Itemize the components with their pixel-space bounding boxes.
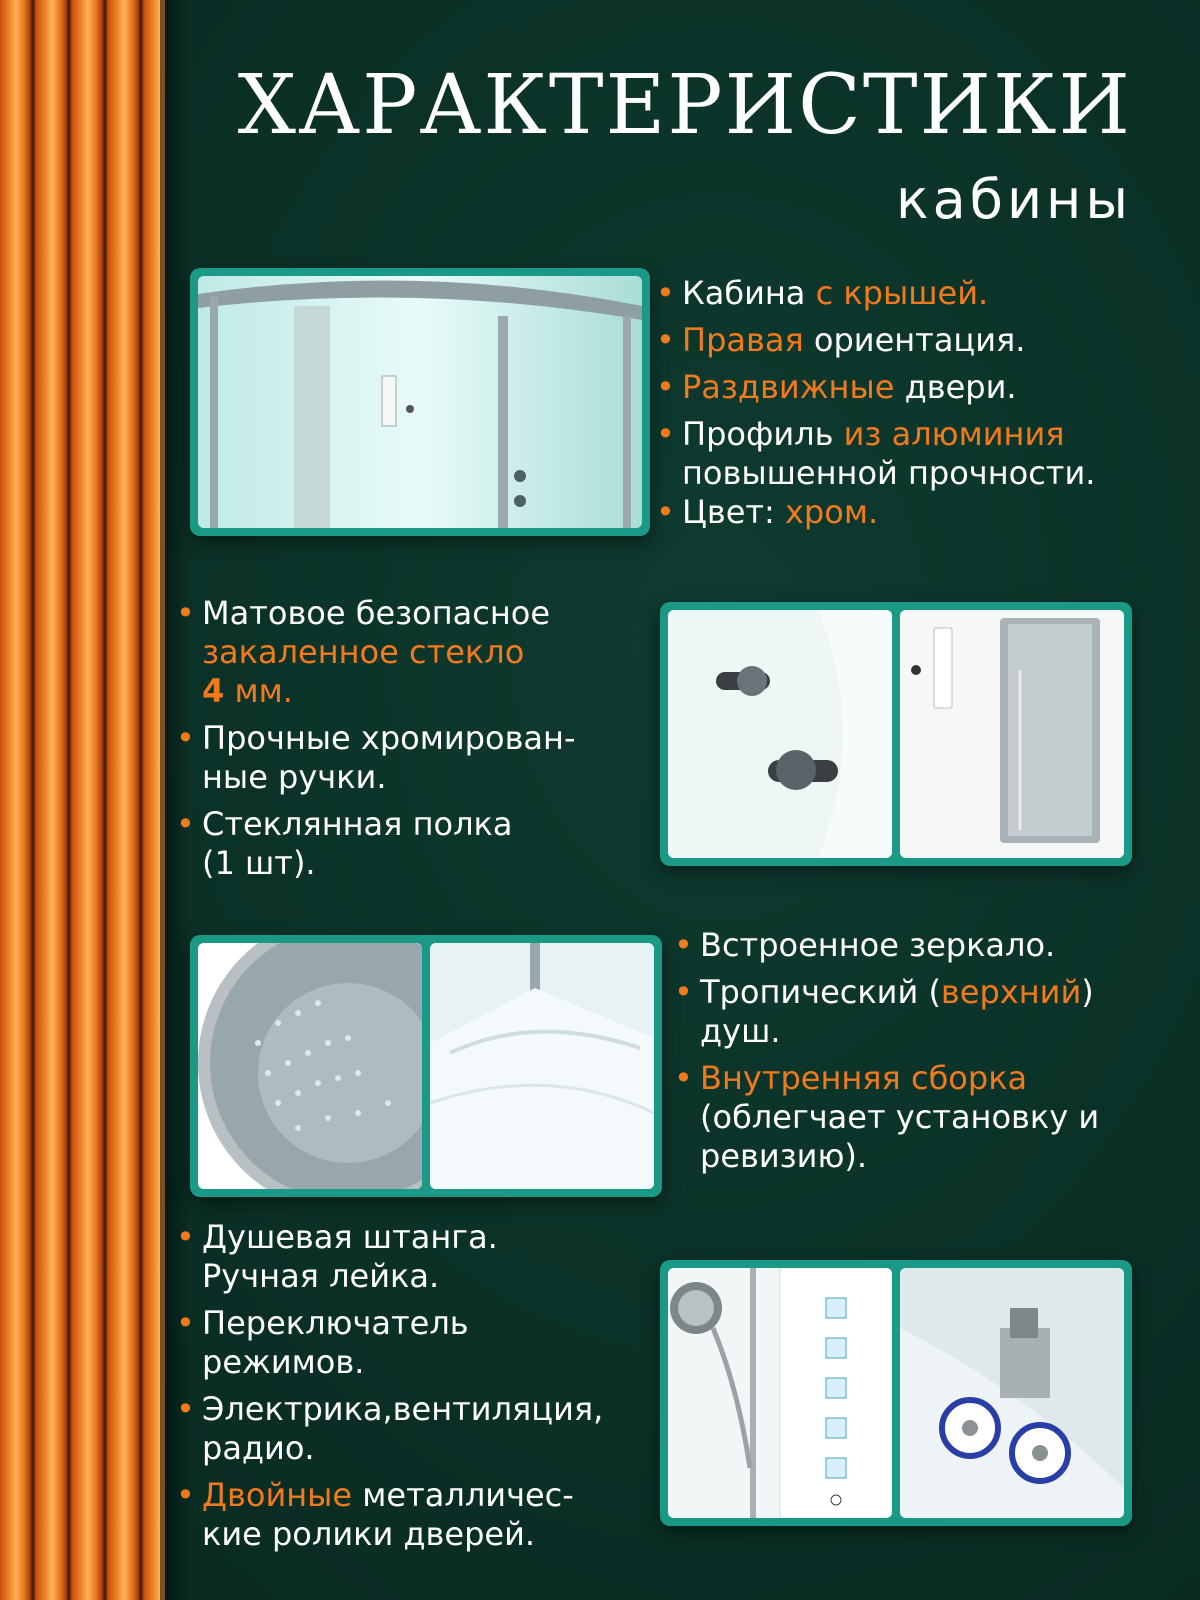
- feature-item: • Электрика,вентиляция, радио.: [176, 1390, 646, 1468]
- feature-item: • Внутренняя сборка (облегчает установку и ревизию).: [674, 1059, 1154, 1176]
- feature-item: • Профиль из алюминия повышенной прочности.: [656, 415, 1136, 493]
- shower-cabin-photo: [198, 276, 642, 528]
- door-roller-photo: [900, 1268, 1124, 1518]
- accessories-photo-frame: [660, 1260, 1132, 1526]
- feature-item: • Переключатель режимов.: [176, 1304, 646, 1382]
- features-list-2: [176, 594, 646, 891]
- cabin-photo-frame: [190, 268, 650, 536]
- rain-shower-head-photo: [198, 943, 422, 1189]
- feature-item: • Душевая штанга. Ручная лейка.: [176, 1218, 646, 1296]
- feature-item: • Раздвижные двери.: [656, 368, 1136, 407]
- control-panel-mirror-photo: [900, 610, 1124, 858]
- wood-slats-decoration: [0, 0, 165, 1600]
- feature-item: • Тропический (верхний) душ.: [674, 973, 1154, 1051]
- features-list-4: [176, 1218, 646, 1562]
- shower-rail-and-panel-photo: [668, 1268, 892, 1518]
- feature-item: • Стеклянная полка (1 шт).: [176, 805, 646, 883]
- feature-item: • Цвет: хром.: [656, 493, 1136, 532]
- feature-item: • Кабина с крышей.: [656, 274, 1136, 313]
- door-handle-photo: [668, 610, 892, 858]
- feature-item: • Встроенное зеркало.: [674, 926, 1154, 965]
- shower-photo-frame: [190, 935, 662, 1197]
- feature-item: • Двойные металличес- кие ролики дверей.: [176, 1476, 646, 1554]
- shower-tray-corner-photo: [430, 943, 654, 1189]
- handles-photo-frame: [660, 602, 1132, 866]
- feature-item: • Прочные хромирован- ные ручки.: [176, 719, 646, 797]
- feature-item: • Правая ориентация.: [656, 321, 1136, 360]
- feature-item: • Матовое безопасное закаленное стекло 4 мм.: [176, 594, 646, 711]
- page-subtitle: кабины: [895, 168, 1132, 231]
- page-title: ХАРАКТЕРИСТИКИ: [237, 58, 1132, 153]
- features-list-3: [674, 926, 1154, 1184]
- features-list-1: [656, 274, 1136, 540]
